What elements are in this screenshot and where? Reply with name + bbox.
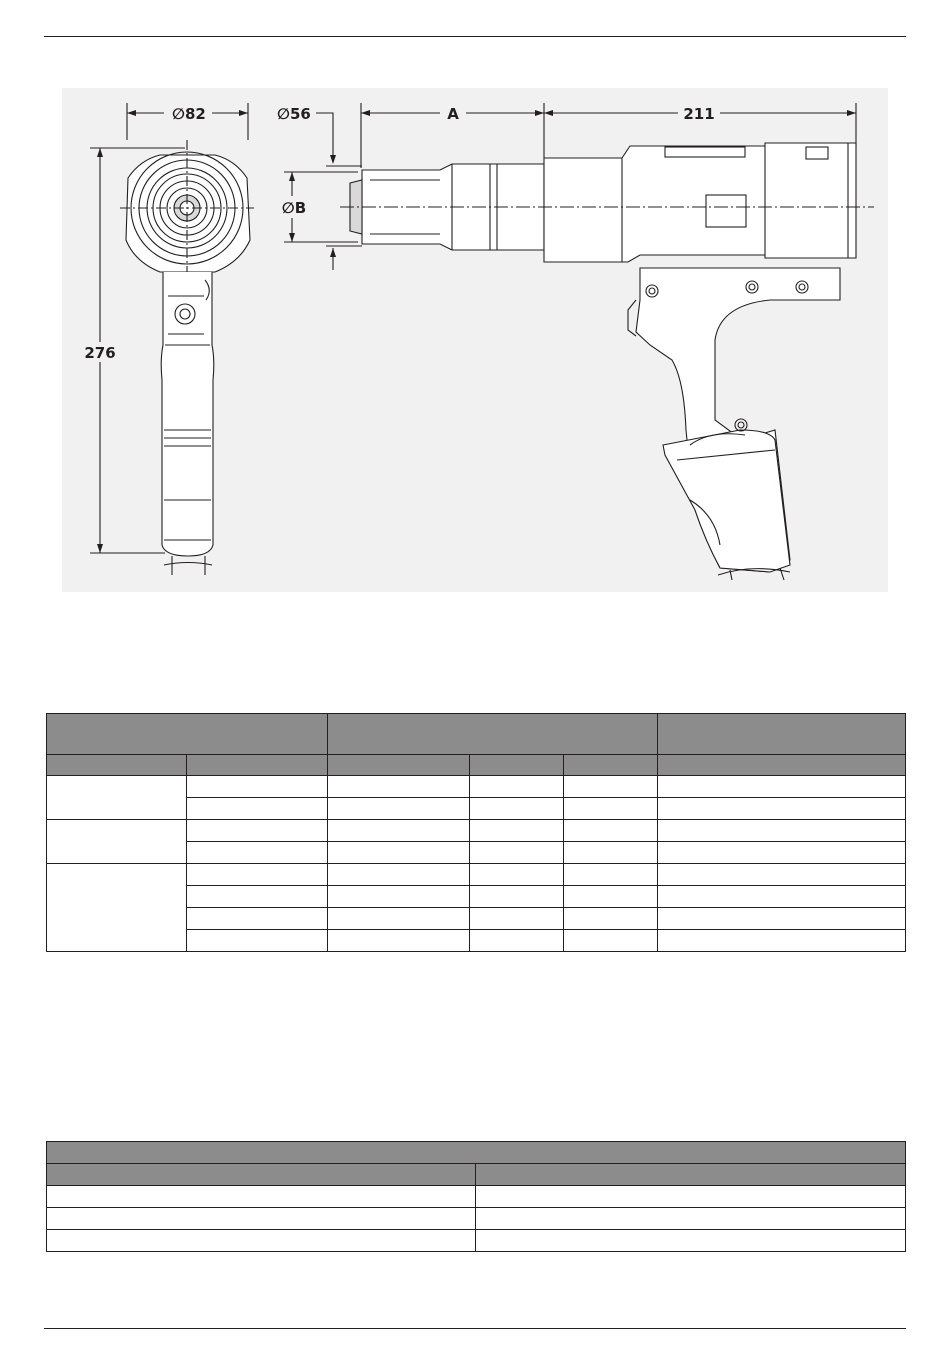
dimension-length-rear	[544, 103, 856, 148]
table-cell	[658, 776, 906, 798]
table-cell	[328, 776, 470, 798]
bottom-rule	[44, 1328, 906, 1329]
table-cell	[470, 864, 564, 886]
table-cell	[328, 842, 470, 864]
table-cell	[476, 1186, 906, 1208]
subheader-cell	[658, 755, 906, 776]
table-cell	[187, 798, 328, 820]
table-cell	[187, 776, 328, 798]
dim-label-bore-diameter: ∅B	[281, 199, 307, 217]
table-cell	[476, 1230, 906, 1252]
table-cell	[328, 798, 470, 820]
front-view	[82, 103, 254, 575]
table-cell	[187, 842, 328, 864]
subheader-cell	[187, 755, 328, 776]
header-cell	[658, 714, 906, 755]
group-label-cell	[47, 776, 187, 820]
table-cell	[47, 1208, 476, 1230]
table-cell	[658, 842, 906, 864]
table-cell	[470, 908, 564, 930]
subheader-cell	[470, 755, 564, 776]
header-cell	[328, 714, 658, 755]
table-cell	[658, 820, 906, 842]
table-cell	[187, 908, 328, 930]
table-cell	[328, 930, 470, 952]
dim-label-height: 276	[84, 344, 116, 362]
dimension-nose-diameter	[277, 105, 362, 270]
table-cell	[187, 820, 328, 842]
table-cell	[187, 930, 328, 952]
subheader-cell	[564, 755, 658, 776]
side-view	[277, 103, 874, 580]
table-title-cell	[47, 1142, 906, 1164]
header-cell	[47, 1164, 476, 1186]
table-cell	[328, 864, 470, 886]
table-row	[47, 820, 906, 842]
table-row	[47, 1186, 906, 1208]
table-row	[47, 864, 906, 886]
dimension-front-diameter	[127, 103, 248, 140]
table-cell	[564, 864, 658, 886]
table-cell	[564, 886, 658, 908]
table-cell	[47, 1230, 476, 1252]
secondary-table	[46, 1141, 906, 1252]
table-cell	[470, 798, 564, 820]
dim-label-length-rear: 211	[683, 105, 715, 123]
table-cell	[470, 776, 564, 798]
top-rule	[44, 36, 906, 37]
header-cell	[47, 714, 328, 755]
group-label-cell	[47, 820, 187, 864]
header-cell	[476, 1164, 906, 1186]
table-cell	[187, 864, 328, 886]
dim-label-front-diameter: ∅82	[172, 105, 206, 123]
table-cell	[658, 886, 906, 908]
table-row	[47, 1230, 906, 1252]
table-cell	[658, 864, 906, 886]
table-cell	[328, 820, 470, 842]
table-cell	[564, 798, 658, 820]
tool-drawing	[62, 88, 888, 592]
table-cell	[564, 776, 658, 798]
subheader-cell	[47, 755, 187, 776]
table-cell	[470, 842, 564, 864]
table-cell	[470, 930, 564, 952]
subheader-cell	[328, 755, 470, 776]
table-cell	[47, 1186, 476, 1208]
table-cell	[658, 930, 906, 952]
table-row	[47, 1208, 906, 1230]
table-cell	[658, 798, 906, 820]
table-cell	[564, 930, 658, 952]
table-cell	[470, 820, 564, 842]
table-cell	[187, 886, 328, 908]
table-cell	[328, 886, 470, 908]
table-cell	[564, 820, 658, 842]
table-row	[47, 776, 906, 798]
dim-label-length-a: A	[447, 105, 459, 123]
table-cell	[328, 908, 470, 930]
dim-label-nose-diameter: ∅56	[277, 105, 311, 123]
table-cell	[476, 1208, 906, 1230]
group-label-cell	[47, 864, 187, 952]
table-cell	[470, 886, 564, 908]
spec-table	[46, 713, 906, 952]
table-cell	[564, 842, 658, 864]
table-cell	[564, 908, 658, 930]
dimension-length-a	[361, 103, 544, 168]
table-cell	[658, 908, 906, 930]
